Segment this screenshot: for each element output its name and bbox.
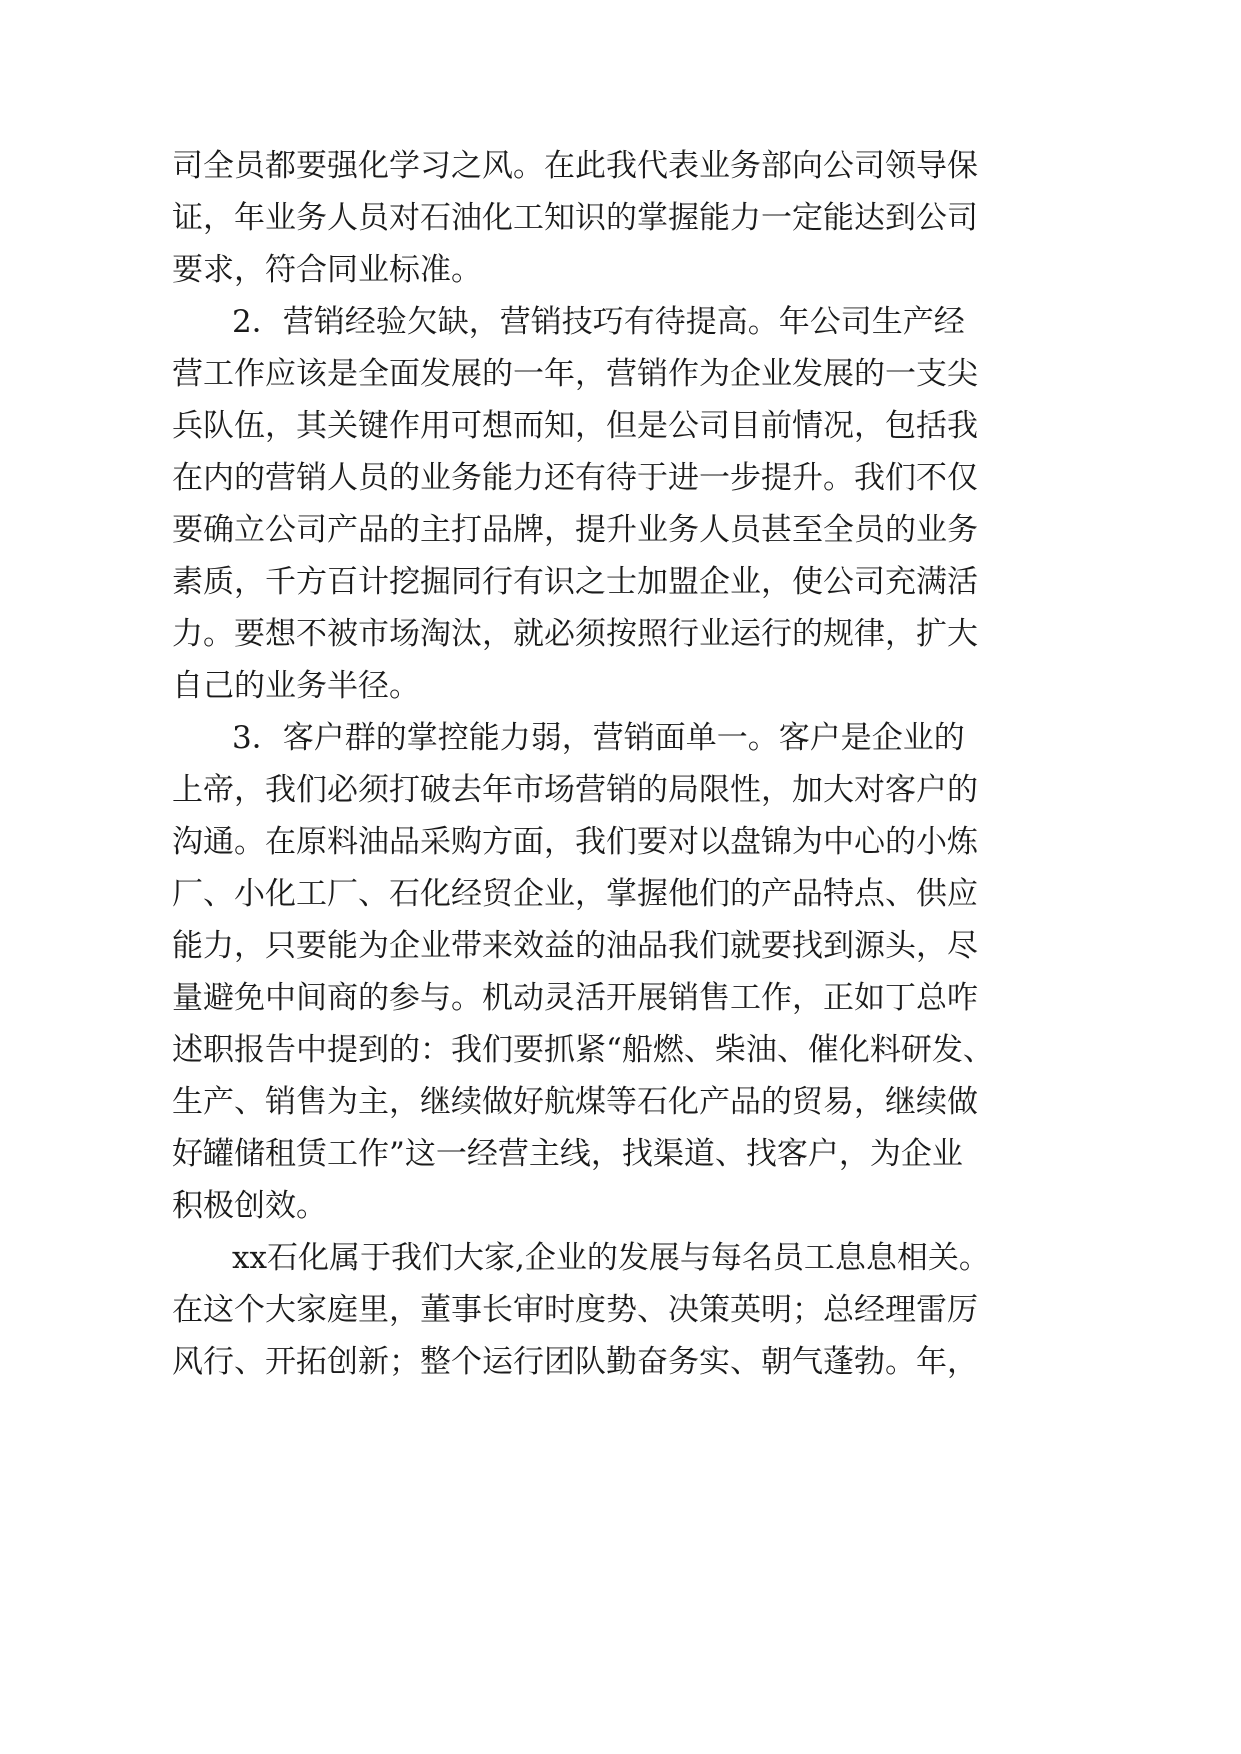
text-line-6: 兵队伍，其关键作用可想而知，但是公司目前情况，包括我 (172, 408, 978, 444)
text-line-19: 生产、销售为主，继续做好航煤等石化产品的贸易，继续做 (172, 1084, 978, 1120)
text-line-14: 沟通。在原料油品采购方面，我们要对以盘锦为中心的小炼 (172, 824, 978, 860)
text-line-24: 风行、开拓创新；整个运行团队勤奋务实、朝气蓬勃。年， (172, 1344, 978, 1380)
text-line-17: 量避免中间商的参与。机动灵活开展销售工作，正如丁总咋 (172, 980, 978, 1016)
text-line-12: 3．客户群的掌控能力弱，营销面单一。客户是企业的 (232, 720, 965, 756)
text-line-22: xx石化属于我们大家,企业的发展与每名员工息息相关。 (232, 1240, 990, 1276)
text-line-18: 述职报告中提到的：我们要抓紧“船燃、柴油、催化料研发、 (172, 1032, 994, 1068)
text-line-13: 上帝，我们必须打破去年市场营销的局限性，加大对客户的 (172, 772, 978, 808)
text-line-16: 能力，只要能为企业带来效益的油品我们就要找到源头，尽 (172, 928, 978, 964)
text-line-3: 要求，符合同业标准。 (172, 252, 482, 288)
text-line-11: 自己的业务半径。 (172, 668, 420, 704)
text-line-8: 要确立公司产品的主打品牌，提升业务人员甚至全员的业务 (172, 512, 978, 548)
text-line-2: 证，年业务人员对石油化工知识的掌握能力一定能达到公司 (172, 200, 978, 236)
text-line-9: 素质，千方百计挖掘同行有识之士加盟企业，使公司充满活 (172, 564, 978, 600)
text-line-10: 力。要想不被市场淘汰，就必须按照行业运行的规律，扩大 (172, 616, 978, 652)
text-line-4: 2．营销经验欠缺，营销技巧有待提高。年公司生产经 (232, 304, 965, 340)
text-line-21: 积极创效。 (172, 1188, 327, 1224)
text-line-7: 在内的营销人员的业务能力还有待于进一步提升。我们不仅 (172, 460, 978, 496)
text-line-23: 在这个大家庭里，董事长审时度势、决策英明；总经理雷厉 (172, 1292, 978, 1328)
text-line-1: 司全员都要强化学习之风。在此我代表业务部向公司领导保 (172, 148, 978, 184)
text-line-20: 好罐储租赁工作”这一经营主线，找渠道、找客户，为企业 (172, 1136, 963, 1172)
text-line-5: 营工作应该是全面发展的一年，营销作为企业发展的一支尖 (172, 356, 978, 392)
text-line-15: 厂、小化工厂、石化经贸企业，掌握他们的产品特点、供应 (172, 876, 978, 912)
